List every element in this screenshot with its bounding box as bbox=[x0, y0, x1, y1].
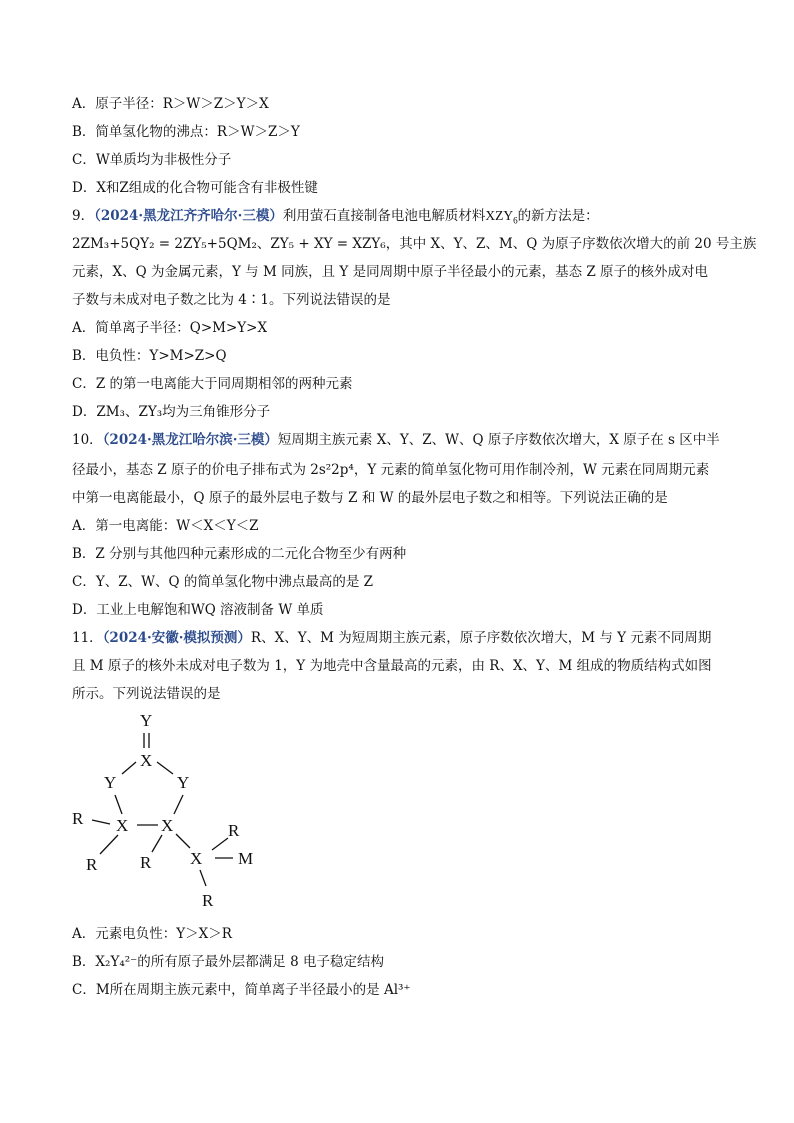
q9-source: （2024·黑龙江齐齐哈尔·三模） bbox=[94, 208, 283, 224]
q10-option-c: C．Y、Z、W、Q 的简单氢化物中沸点最高的是 Z bbox=[72, 574, 374, 590]
q11-line-3: 所示。下列说法错误的是 bbox=[72, 686, 221, 702]
struct-bond-x3-r5 bbox=[200, 870, 206, 886]
q9-line-3: 元素，X、Q 为金属元素，Y 与 M 同族，且 Y 是同周期中原子半径最小的元素，基态 Z 原子的核外成对电 bbox=[72, 264, 709, 280]
q10-line-2: 径最小，基态 Z 原子的价电子排布式为 2s²2p⁴，Y 元素的简单氢化物可用作制冷剂，W 元素在同周期元素 bbox=[72, 462, 710, 478]
q11-line-2: 且 M 原子的核外未成对电子数为 1，Y 为地壳中含量最高的元素，由 R、X、Y、M 组成的物质结构式如图 bbox=[72, 658, 712, 674]
q10-number: 10． bbox=[72, 432, 103, 448]
struct-bond-x-right-y bbox=[157, 762, 173, 774]
structural-formula bbox=[60, 700, 280, 920]
q9-option-c: C．Z 的第一电离能大于同周期相邻的两种元素 bbox=[72, 376, 353, 392]
struct-bond-x2-x3 bbox=[176, 834, 190, 848]
struct-atom-top-y: Y bbox=[140, 711, 153, 730]
q9-stem: 利用萤石直接制备电池电解质材料 bbox=[282, 208, 486, 224]
struct-bond-x1-r2 bbox=[100, 835, 118, 854]
q8-option-b: B．简单氢化物的沸点：R＞W＞Z＞Y bbox=[72, 124, 300, 140]
struct-atom-left-y: Y bbox=[104, 773, 117, 792]
q11-option-c: C．M所在周期主族元素中，简单离子半径最小的是 Al³⁺ bbox=[72, 982, 411, 998]
q8-option-a: A．原子半径：R＞W＞Z＞Y＞X bbox=[72, 96, 269, 112]
struct-bond-left-y-x1 bbox=[115, 795, 122, 814]
struct-atom-mid-x2: X bbox=[161, 816, 174, 835]
q11-stem: R、X、Y、M 为短周期主族元素，原子序数依次增大，M 与 Y 元素不同周期 bbox=[250, 630, 712, 646]
q8-option-d: D．X和Z组成的化合物可能含有非极性键 bbox=[72, 180, 318, 196]
q11-source: （2024·安徽·模拟预测） bbox=[102, 630, 251, 646]
q10-stem: 短周期主族元素 X、Y、Z、W、Q 原子序数依次增大，X 原子在 s 区中半 bbox=[277, 432, 720, 448]
q10-option-a: A．第一电离能：W＜X＜Y＜Z bbox=[72, 518, 259, 534]
struct-bond-x-left-y bbox=[122, 762, 136, 774]
q9-stem-end: 的新方法是： bbox=[517, 208, 599, 224]
q11-first-line bbox=[72, 628, 711, 648]
struct-atom-r1: R bbox=[72, 809, 84, 828]
q9-number: 9． bbox=[72, 208, 95, 224]
q10-option-d: D．工业上电解饱和WQ 溶液制备 W 单质 bbox=[72, 602, 324, 618]
q9-first-line bbox=[72, 206, 599, 226]
q9-equation-line: 2ZM₃+5QY₂ = 2ZY₅+5QM₂、ZY₅ + XY = XZY₆，其中 X、Y、Z、M、Q 为原子序数依次增大的前 20 号主族 bbox=[72, 236, 757, 252]
struct-bond-x2-r3 bbox=[152, 835, 162, 852]
struct-atom-m: M bbox=[238, 849, 254, 868]
q11-option-b: B．X₂Y₄²⁻的所有原子最外层都满足 8 电子稳定结构 bbox=[72, 954, 384, 970]
struct-atom-right-y: Y bbox=[177, 773, 190, 792]
struct-atom-x3: X bbox=[190, 849, 203, 868]
q9-line-4: 子数与未成对电子数之比为 4∶1。下列说法错误的是 bbox=[72, 292, 391, 308]
q10-option-b: B．Z 分别与其他四种元素形成的二元化合物至少有两种 bbox=[72, 546, 407, 562]
q9-option-a: A．简单离子半径：Q>M>Y>X bbox=[72, 320, 268, 336]
struct-bond-x3-r4 bbox=[212, 838, 228, 850]
q10-line-3: 中第一电离能最小，Q 原子的最外层电子数与 Z 和 W 的最外层电子数之和相等。下列说法正确的是 bbox=[72, 490, 668, 506]
q11-number: 11． bbox=[72, 630, 103, 646]
struct-atom-mid-x1: X bbox=[116, 816, 129, 835]
struct-bond-right-y-x2 bbox=[174, 795, 183, 814]
struct-atom-top-x: X bbox=[140, 751, 153, 770]
q11-option-a: A．元素电负性：Y＞X＞R bbox=[72, 926, 232, 942]
struct-bond-r1-x1 bbox=[92, 820, 110, 824]
struct-atom-r2: R bbox=[86, 855, 98, 874]
q8-option-c: C．W单质均为非极性分子 bbox=[72, 152, 232, 168]
q9-formula: $XZY_6$ bbox=[485, 208, 518, 226]
struct-atom-r5: R bbox=[202, 891, 214, 910]
q9-option-d: D．ZM₃、ZY₃均为三角锥形分子 bbox=[72, 404, 271, 420]
q10-first-line bbox=[72, 430, 720, 450]
struct-atom-r4: R bbox=[228, 821, 240, 840]
q10-source: （2024·黑龙江哈尔滨·三模） bbox=[102, 432, 278, 448]
struct-atom-r3: R bbox=[140, 853, 152, 872]
q9-option-b: B．电负性：Y>M>Z>Q bbox=[72, 348, 227, 364]
